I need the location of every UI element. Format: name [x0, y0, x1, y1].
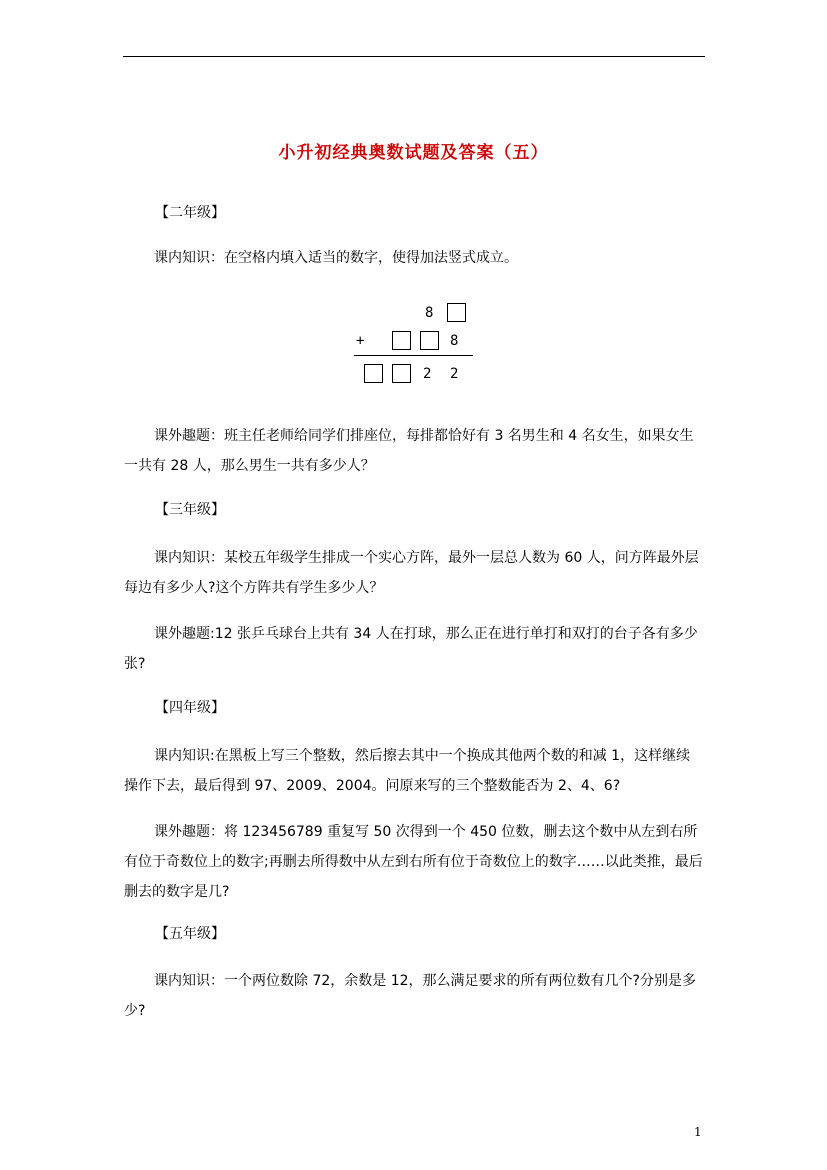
puzzle-result-digit: 2: [423, 366, 432, 382]
grade-3-in-class: 课内知识：某校五年级学生排成一个实心方阵，最外一层总人数为 60 人，问方阵最外层每边有多少人?这个方阵共有学生多少人？: [124, 550, 699, 596]
puzzle-blank-box: [392, 364, 411, 383]
puzzle-sum-line: [354, 355, 473, 356]
section-heading-grade-2: 【二年级】: [155, 205, 225, 221]
puzzle-blank-box: [364, 364, 383, 383]
section-heading-grade-3: 【三年级】: [155, 502, 225, 518]
page-title: 小升初经典奥数试题及答案（五）: [278, 143, 549, 163]
puzzle-blank-box: [447, 303, 466, 322]
puzzle-result-digit: 2: [450, 366, 459, 382]
puzzle-blank-box: [420, 331, 439, 350]
grade-3-extra: 课外趣题:12 张乒乓球台上共有 34 人在打球，那么正在进行单打和双打的台子各有多少张?: [124, 626, 698, 672]
grade-5-in-class: 课内知识：一个两位数除 72，余数是 12，那么满足要求的所有两位数有几个?分别是多少?: [124, 973, 696, 1019]
grade-2-in-class: 课内知识：在空格内填入适当的数字，使得加法竖式成立。: [154, 250, 518, 266]
puzzle-row1-digit: 8: [425, 305, 434, 321]
page-number: 1: [694, 1125, 702, 1139]
puzzle-plus-operator: +: [356, 333, 365, 349]
puzzle-blank-box: [392, 331, 411, 350]
section-heading-grade-4: 【四年级】: [155, 700, 225, 716]
puzzle-row2-digit: 8: [450, 333, 459, 349]
grade-2-extra: 课外趣题：班主任老师给同学们排座位，每排都恰好有 3 名男生和 4 名女生，如果女生一共有 28 人，那么男生一共有多少人？: [124, 428, 694, 474]
section-heading-grade-5: 【五年级】: [155, 926, 225, 942]
grade-4-extra: 课外趣题：将 123456789 重复写 50 次得到一个 450 位数，删去这个数中从左到右所有位于奇数位上的数字;再删去所得数中从左到右所有位于奇数位上的数字……以此类推，最后删去的数字是几?: [124, 824, 703, 900]
grade-4-in-class: 课内知识:在黑板上写三个整数，然后擦去其中一个换成其他两个数的和减 1，这样继续操作下去，最后得到 97、2009、2004。问原来写的三个整数能否为 2、4、6?: [124, 748, 691, 794]
header-rule: [123, 56, 705, 57]
